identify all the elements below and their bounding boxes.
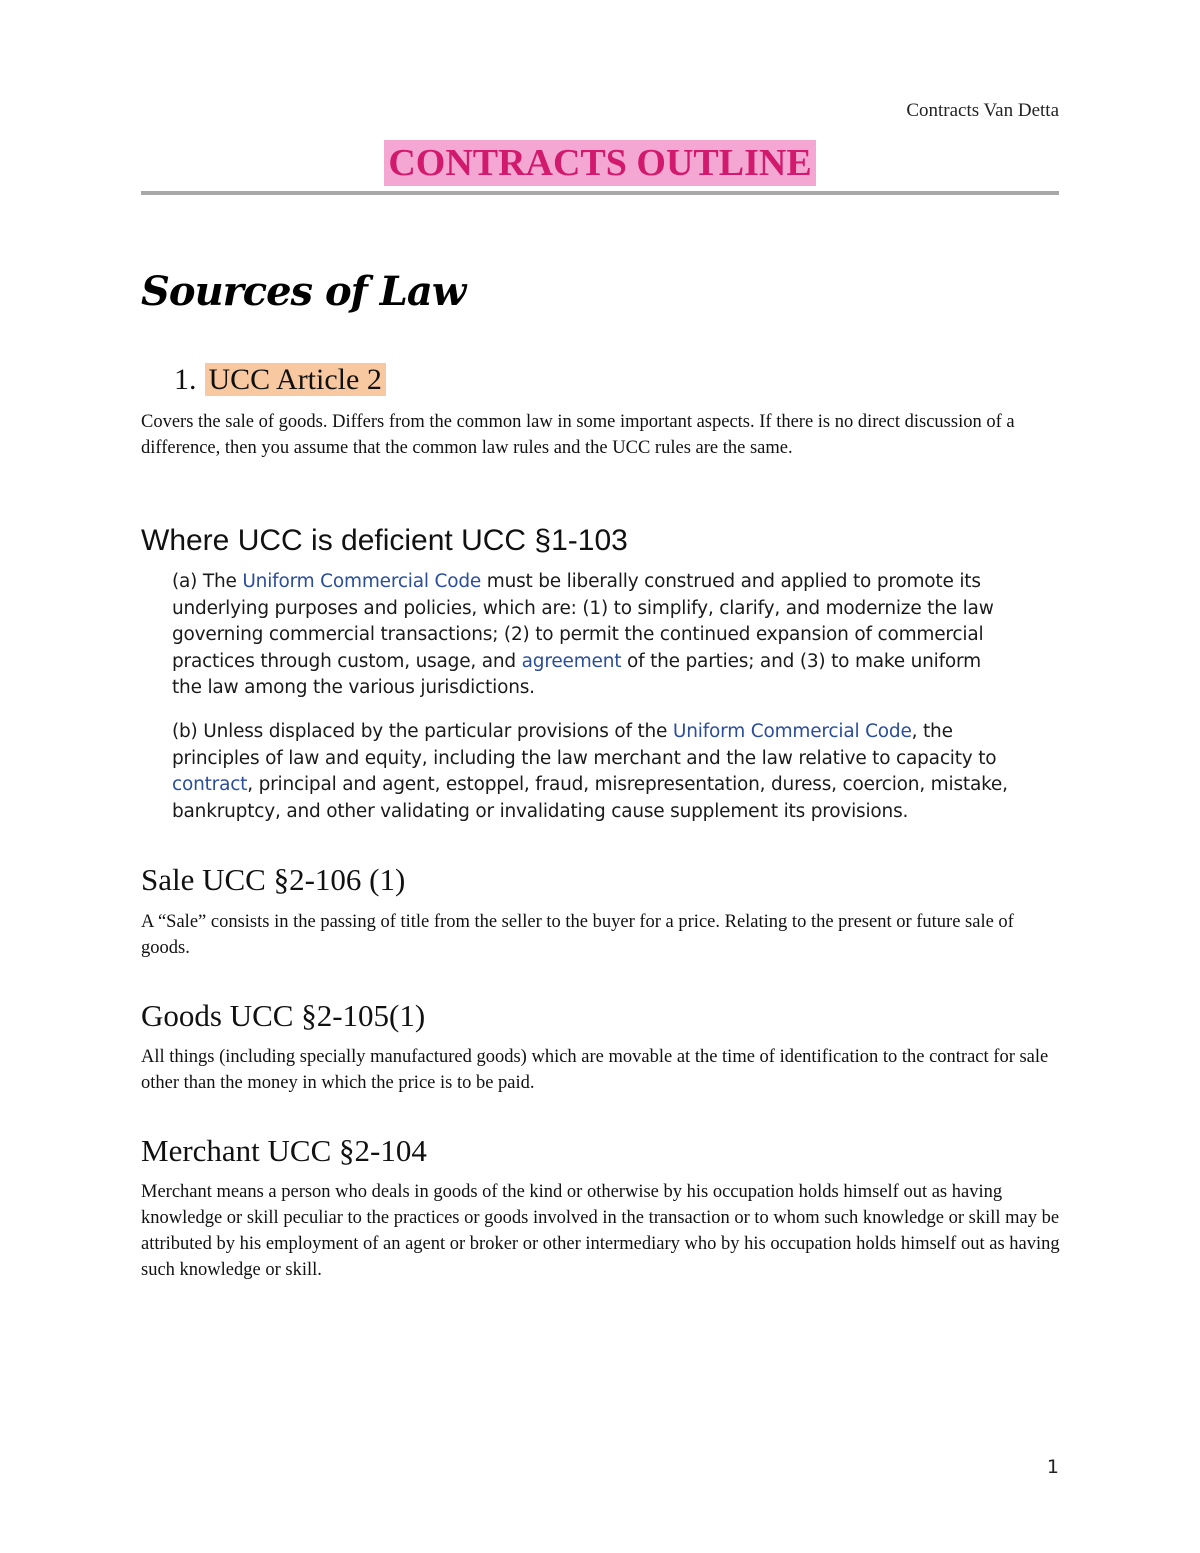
- list-number: 1.: [174, 363, 197, 396]
- agreement-link[interactable]: agreement: [521, 650, 622, 672]
- running-header: Contracts Van Detta: [906, 100, 1059, 121]
- subsection-b-text-1: (b) Unless displaced by the particular provisions of the: [172, 721, 673, 742]
- subsection-b-paragraph: [172, 719, 1012, 825]
- subsection-a-text-1: (a) The: [172, 571, 243, 592]
- document-title: CONTRACTS OUTLINE: [384, 140, 815, 186]
- subsection-b-text-3: , principal and agent, estoppel, fraud, misrepresentation, duress, coercion, mistake, bankruptcy, and other validating or invalidating cause supplement its provisions.: [172, 774, 1008, 822]
- sale-heading: Sale UCC §2-106 (1): [141, 862, 406, 897]
- goods-paragraph: All things (including specially manufactured goods) which are movable at the time of identification to the contract for sale other than the money in which the price is to be paid.: [141, 1047, 1049, 1093]
- subsection-a-text-3: of the parties; and (3) to make uniform the law among the various jurisdictions.: [172, 650, 981, 698]
- ucc-link[interactable]: Uniform Commercial Code: [672, 721, 912, 742]
- goods-heading: Goods UCC §2-105(1): [141, 998, 426, 1033]
- subsection-b-text-2: , the principles of law and equity, including the law merchant and the law relative to capacity to: [172, 721, 997, 769]
- list-item-heading: [174, 360, 386, 400]
- sale-paragraph: A “Sale” consists in the passing of title from the seller to the buyer for a price. Relating to the present or future sale of goods.: [141, 912, 1014, 958]
- subsection-a-paragraph: [172, 569, 1012, 702]
- ucc-intro-paragraph: Covers the sale of goods. Differs from the common law in some important aspects. If there is no direct discussion of a difference, then you assume that the common law rules and the UCC rules are the same.: [141, 412, 1015, 458]
- merchant-paragraph: Merchant means a person who deals in goods of the kind or otherwise by his occupation holds himself out as having knowledge or skill peculiar to the practices or goods involved in the transaction or to whom such knowledge or skill may be attributed by his employment of an agent or broker or other intermediary who by his occupation holds himself out as having such knowledge or skill.: [141, 1182, 1060, 1280]
- merchant-heading: Merchant UCC §2-104: [141, 1133, 427, 1168]
- deficient-heading: Where UCC is deficient UCC §1-103: [141, 524, 628, 557]
- list-item-label: UCC Article 2: [205, 363, 386, 396]
- contract-link[interactable]: contract: [172, 774, 248, 795]
- title-divider: [141, 191, 1059, 195]
- page-number: 1: [1046, 1456, 1059, 1478]
- ucc-link[interactable]: Uniform Commercial Code: [242, 571, 482, 592]
- section-title: Sources of Law: [141, 268, 466, 315]
- subsection-a-text-2: must be liberally construed and applied to promote its underlying purposes and policies, which are: (1) to simplify, clarify, and modernize the law governing commercial transactions; (2) to permit the continued expansion of commercial practices through custom, usage, and: [172, 571, 994, 672]
- title-container: [141, 140, 1059, 186]
